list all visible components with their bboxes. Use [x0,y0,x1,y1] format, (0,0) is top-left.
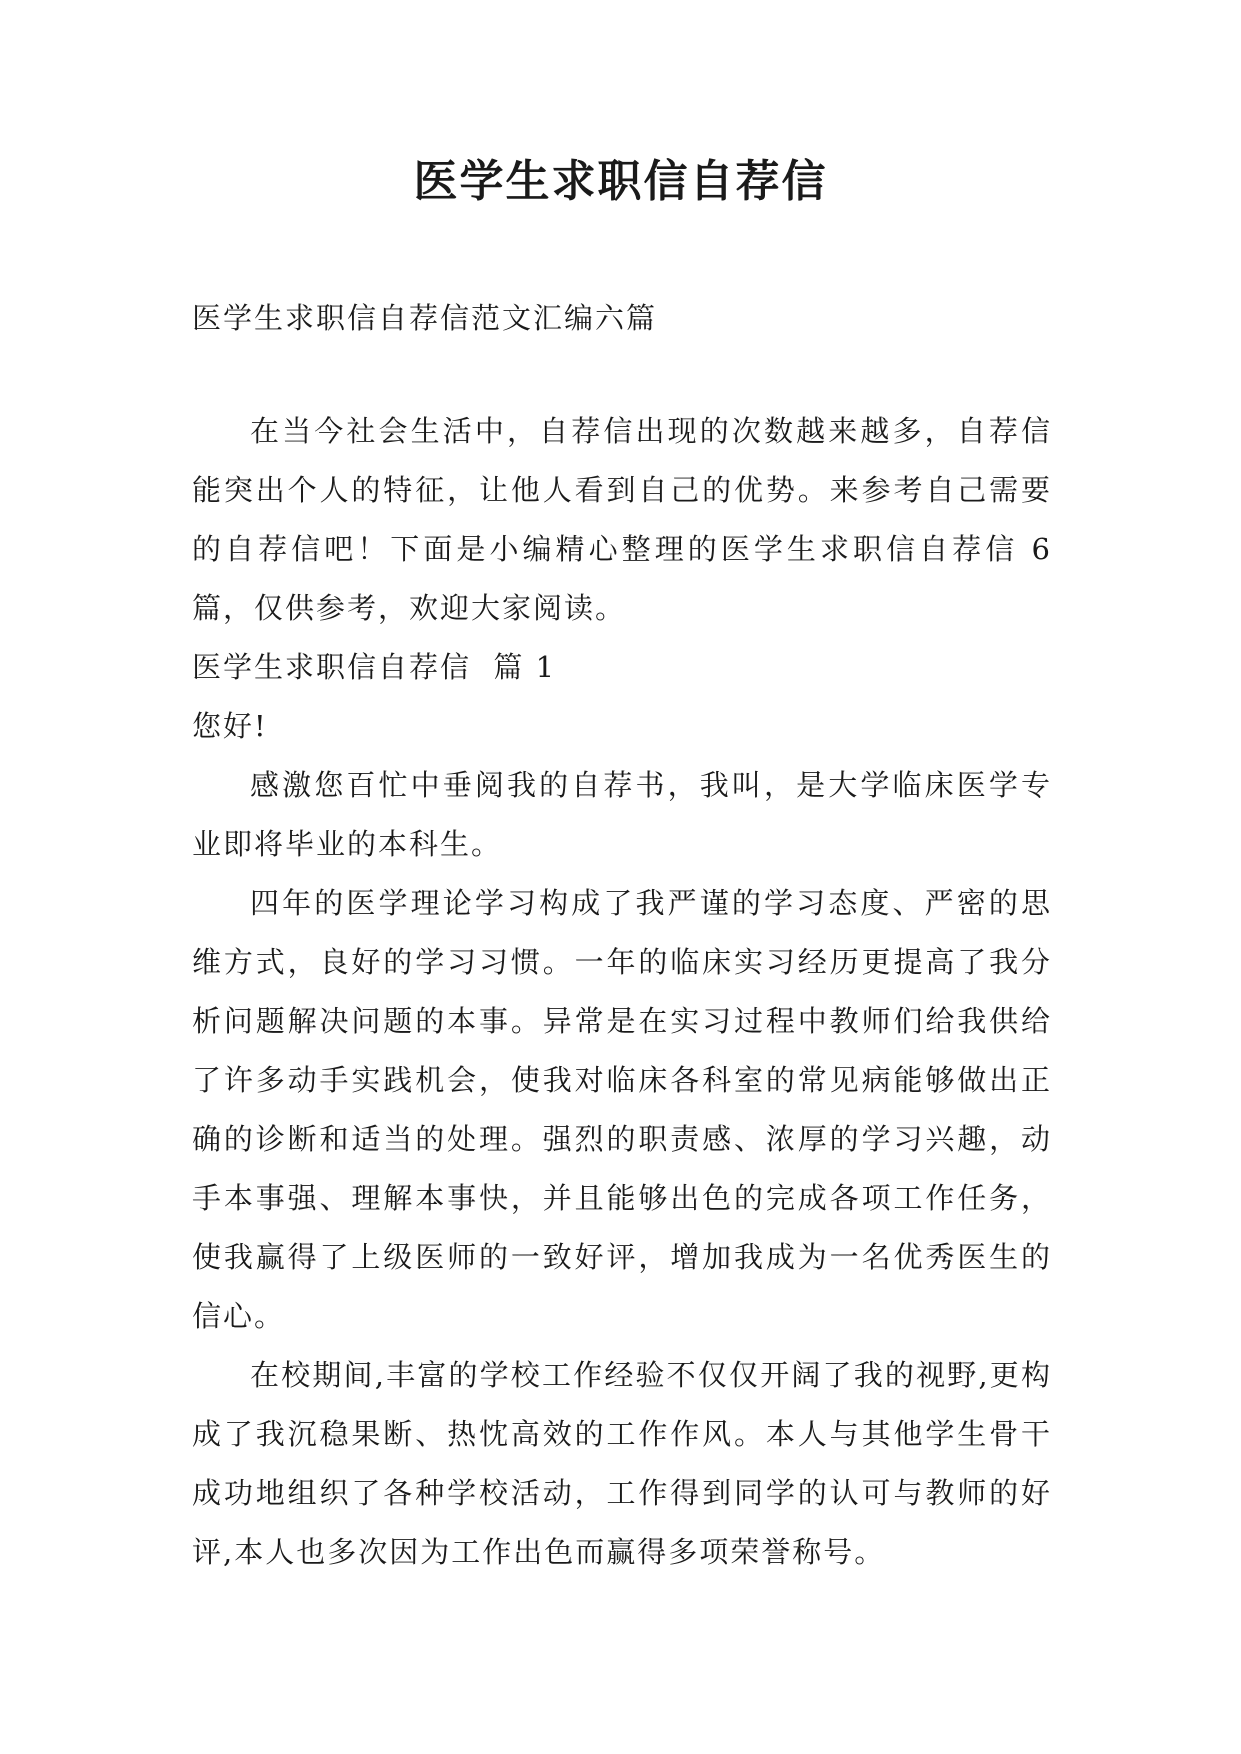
greeting: 您好! [192,709,268,743]
document-body [192,402,1052,1582]
intro-paragraph: 在当今社会生活中，自荐信出现的次数越来越多，自荐信能突出个人的特征，让他人看到自己的优势。来参考自己需要的自荐信吧！下面是小编精心整理的医学生求职信自荐信 6 篇，仅供参考，欢迎大家阅读。 [192,414,1052,625]
document-title: 医学生求职信自荐信 [413,156,828,207]
section-heading: 医学生求职信自荐信 篇 1 [192,650,557,684]
body-paragraph-2: 四年的医学理论学习构成了我严谨的学习态度、严密的思维方式，良好的学习习惯。一年的临床实习经历更提高了我分析问题解决问题的本事。异常是在实习过程中教师们给我供给了许多动手实践机会，使我对临床各科室的常见病能够做出正确的诊断和适当的处理。强烈的职责感、浓厚的学习兴趣，动手本事强、理解本事快，并且能够出色的完成各项工作任务，使我赢得了上级医师的一致好评，增加我成为一名优秀医生的信心。 [192,886,1052,1333]
document-subtitle: 医学生求职信自荐信范文汇编六篇 [192,301,658,335]
body-paragraph-1: 感激您百忙中垂阅我的自荐书，我叫，是大学临床医学专业即将毕业的本科生。 [192,768,1052,861]
body-paragraph-3: 在校期间,丰富的学校工作经验不仅仅开阔了我的视野,更构成了我沉稳果断、热忱高效的工作作风。本人与其他学生骨干成功地组织了各种学校活动，工作得到同学的认可与教师的好评,本人也多次因为工作出色而赢得多项荣誉称号。 [192,1358,1052,1569]
